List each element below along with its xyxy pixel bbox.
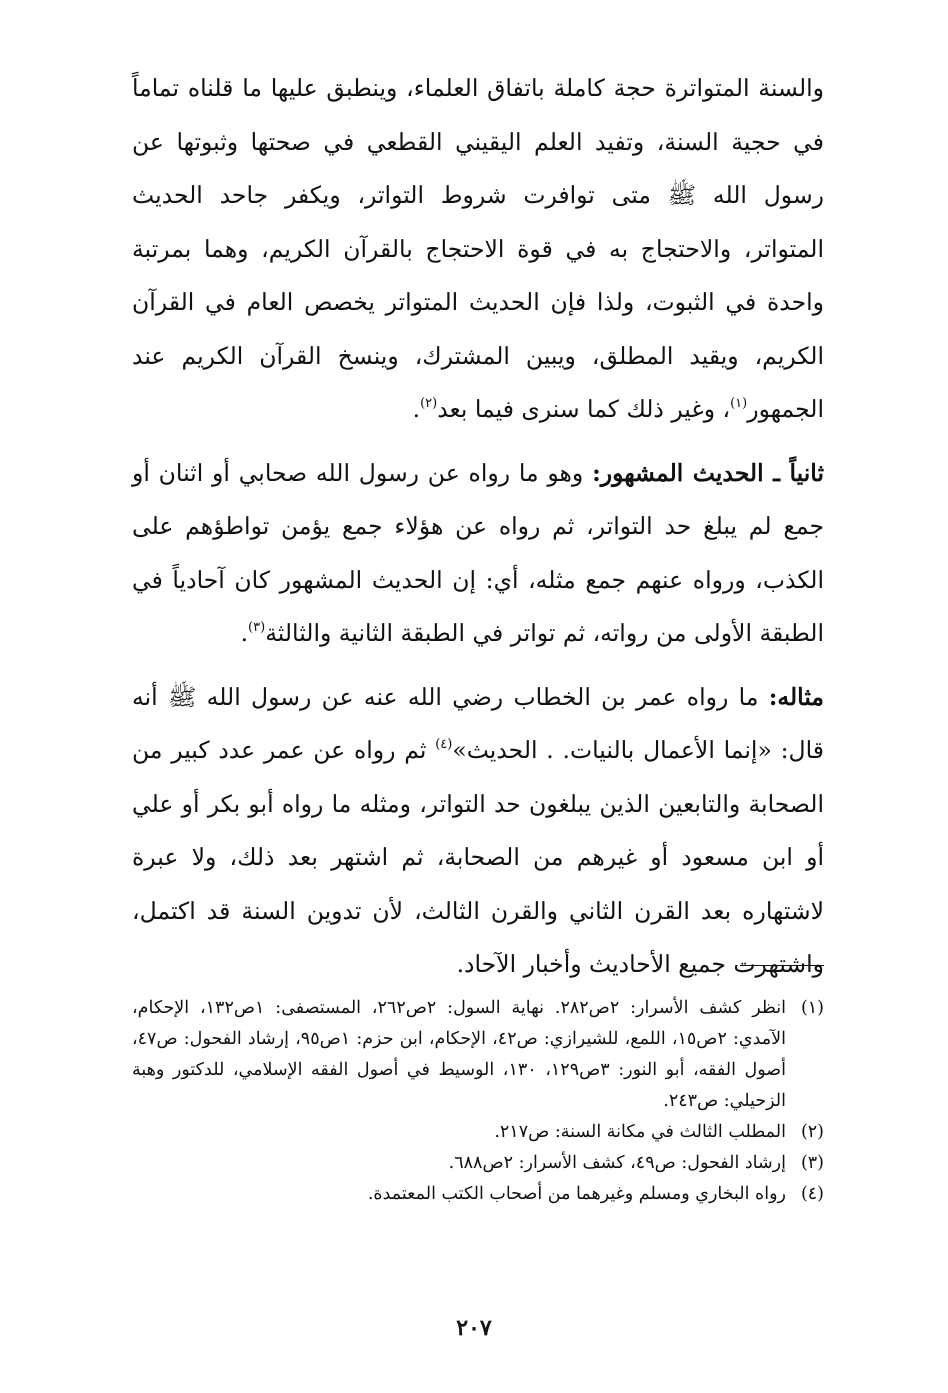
footnote-number: (٢): [800, 1122, 824, 1142]
page-number: ٢٠٧: [456, 1315, 492, 1341]
paragraph-text: .: [412, 395, 421, 423]
example-heading: مثاله:: [768, 682, 824, 711]
paragraph-example: [132, 671, 824, 992]
footnote-1: [132, 993, 824, 1117]
footnote-4: [132, 1179, 824, 1210]
paragraph-text: ، وغير ذلك كما سنرى فيما بعد: [437, 395, 731, 423]
footnote-text: المطلب الثالث في مكانة السنة: ص٢١٧.: [494, 1122, 786, 1142]
footnote-text: انظر كشف الأسرار: ٢ص٢٨٢. نهاية السول: ٢ص٢٦٢، المستصفى: ١ص١٣٢، الإحكام، الآمدي: ٢ص١٥، اللمع، للشيرازي: ص٤٢، الإحكام، ابن حزم: ١ص٩٥، إرشاد الفحول: ص٤٧، أصول الفقه، أبو النور: ٣ص١٢٩، ١٣٠، الوسيط في أصول الفقه الإسلامي، للدكتور وهبة الزحيلي: ص٢٤٣.: [132, 998, 787, 1111]
footnote-reference-1[interactable]: (١): [730, 396, 748, 411]
paragraph-text: .: [240, 619, 249, 647]
footnote-number: (١): [800, 998, 824, 1018]
footnote-reference-3[interactable]: (٣): [248, 620, 266, 635]
footnote-separator: [740, 965, 824, 966]
footnotes-list: [132, 993, 824, 1210]
footnote-number: (٤): [800, 1184, 824, 1204]
footnote-3: [132, 1148, 824, 1179]
paragraph-mashhur-hadith: [132, 447, 824, 661]
section-heading-mashhur: ثانياً ـ الحديث المشهور:: [592, 458, 824, 487]
footnote-reference-4[interactable]: (٤): [435, 737, 453, 752]
footnote-number: (٣): [800, 1153, 824, 1173]
paragraph-text: ثم رواه عن عمر عدد كبير من الصحابة والتابعين الذين يبلغون حد التواتر، ومثله ما رواه أبو بكر أو علي أو ابن مسعود أو غيرهم من الصحابة، ثم اشتهر بعد ذلك، ولا عبرة لاشتهاره بعد القرن الثاني والقرن الثالث، لأن تدوين السنة قد اكتمل، واشتهرت جميع الأحاديث وأخبار الآحاد.: [132, 736, 824, 978]
footnote-reference-2[interactable]: (٢): [420, 396, 438, 411]
footnote-2: [132, 1117, 824, 1148]
paragraph-text: وهو ما رواه عن رسول الله صحابي أو اثنان أو جمع لم يبلغ حد التواتر، ثم رواه عن هؤلاء جمع يؤمن تواطؤهم على الكذب، ورواه عنهم جمع مثله، أي: إن الحديث المشهور كان آحادياً في الطبقة الأولى من رواته، ثم تواتر في الطبقة الثانية والثالثة: [132, 458, 824, 647]
paragraph-text: والسنة المتواترة حجة كاملة باتفاق العلماء، وينطبق عليها ما قلناه تماماً في حجية السنة، وتفيد العلم اليقيني القطعي في صحتها وثبوتها عن رسول الله ﷺ متى توافرت شروط التواتر، ويكفر جاحد الحديث المتواتر، والاحتجاج به في قوة الاحتجاج بالقرآن الكريم، وهما بمرتبة واحدة في الثبوت، ولذا فإن الحديث المتواتر يخصص العام في القرآن الكريم، ويقيد المطلق، ويبين المشترك، وينسخ القرآن الكريم عند الجمهور: [132, 74, 824, 423]
paragraph-mutawatir-authority: [132, 62, 824, 437]
footnote-text: رواه البخاري ومسلم وغيرهما من أصحاب الكتب المعتمدة.: [367, 1184, 786, 1204]
paragraph-text: ما رواه عمر بن الخطاب رضي الله عنه عن رسول الله ﷺ أنه قال: «إنما الأعمال بالنيات. . الحديث»: [132, 682, 824, 764]
footnote-text: إرشاد الفحول: ص٤٩، كشف الأسرار: ٢ص٦٨٨.: [448, 1153, 786, 1173]
